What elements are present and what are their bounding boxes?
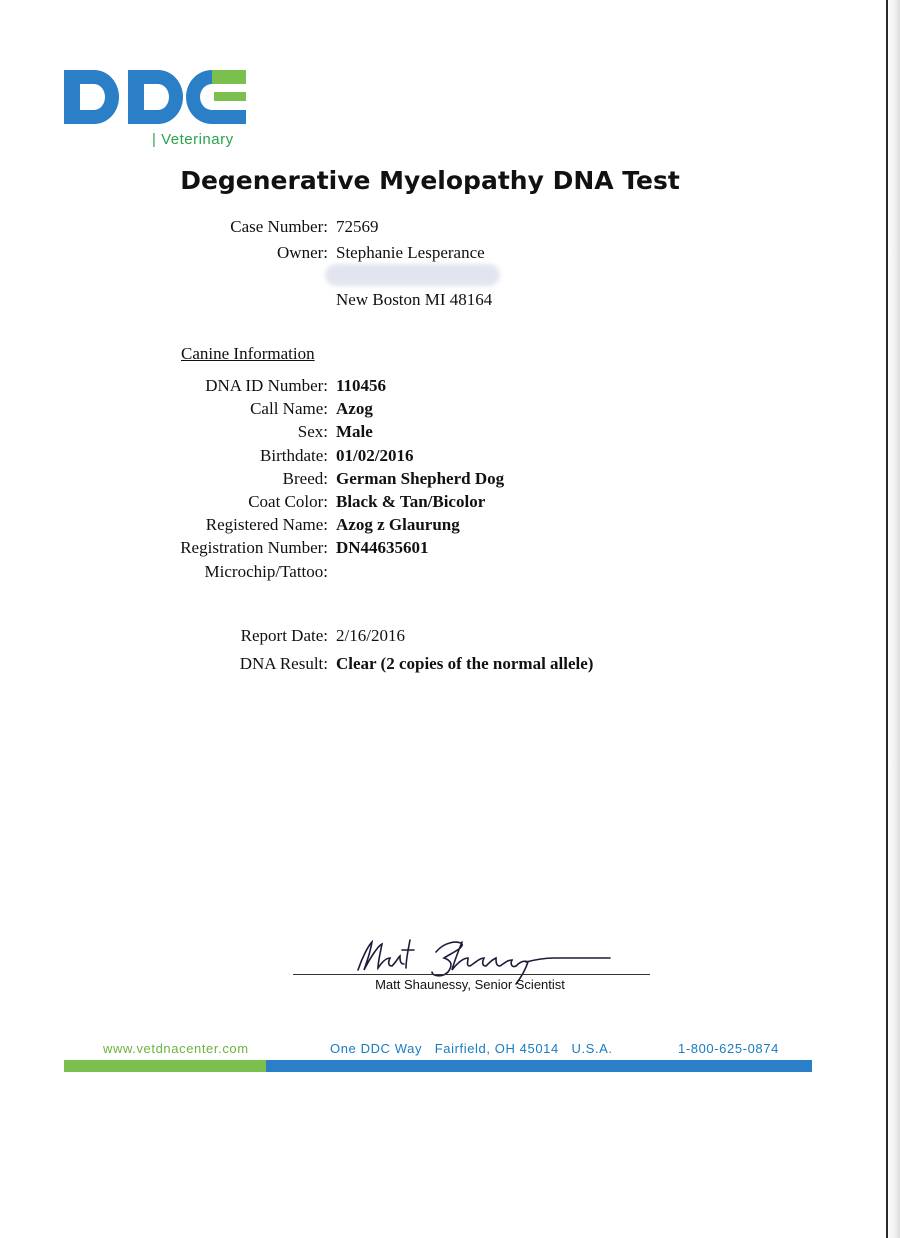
footer-address: One DDC Way Fairfield, OH 45014 U.S.A. [330,1041,613,1056]
canine-field-label: Registered Name: [205,515,328,535]
dna-result-value: Clear (2 copies of the normal allele) [336,654,594,673]
footer-bar-blue [266,1060,812,1072]
canine-field-label: Birthdate: [260,445,328,465]
canine-field-value: Black & Tan/Bicolor [336,492,486,511]
canine-field-value: Azog z Glaurung [336,515,460,535]
canine-field-label: Call Name: [250,399,328,419]
canine-field-label: Sex: [297,422,328,442]
canine-field-label: Breed: [282,468,328,488]
footer-phone: 1-800-625-0874 [678,1041,779,1056]
footer-website: www.vetdnacenter.com [103,1041,249,1056]
canine-field-label: Coat Color: [248,492,328,511]
canine-field-value: Azog [336,399,373,419]
owner-value: Stephanie Lesperance [336,243,485,262]
report-date-value: 2/16/2016 [336,626,405,645]
dna-result-label: DNA Result: [239,654,328,673]
owner-label: Owner: [277,243,328,262]
signatory-name-title: Matt Shaunessy, Senior Scientist [375,977,565,992]
footer-bar-green [64,1060,266,1072]
scan-border-line [886,0,888,1238]
report-date-label: Report Date: [240,626,328,645]
canine-field-value: 01/02/2016 [336,445,414,465]
owner-address: New Boston MI 48164 [336,290,493,309]
case-number-label: Case Number: [230,217,328,236]
canine-field-value: 110456 [336,376,387,395]
redacted-address [325,264,500,286]
canine-field-label: Microchip/Tattoo: [204,561,328,581]
canine-field-label: DNA ID Number: [205,376,328,395]
document-title: Degenerative Myelopathy DNA Test [180,166,680,195]
logo-subtitle: | Veterinary [152,131,234,148]
case-number-value: 72569 [336,217,379,236]
signature-line [293,974,650,975]
scan-edge [886,0,900,1238]
canine-field-label: Registration Number: [180,538,328,558]
canine-field-value: German Shepherd Dog [336,468,505,488]
canine-field-value: DN44635601 [336,538,429,558]
canine-section-title: Canine Information [181,344,315,363]
canine-field-value: Male [336,422,373,442]
